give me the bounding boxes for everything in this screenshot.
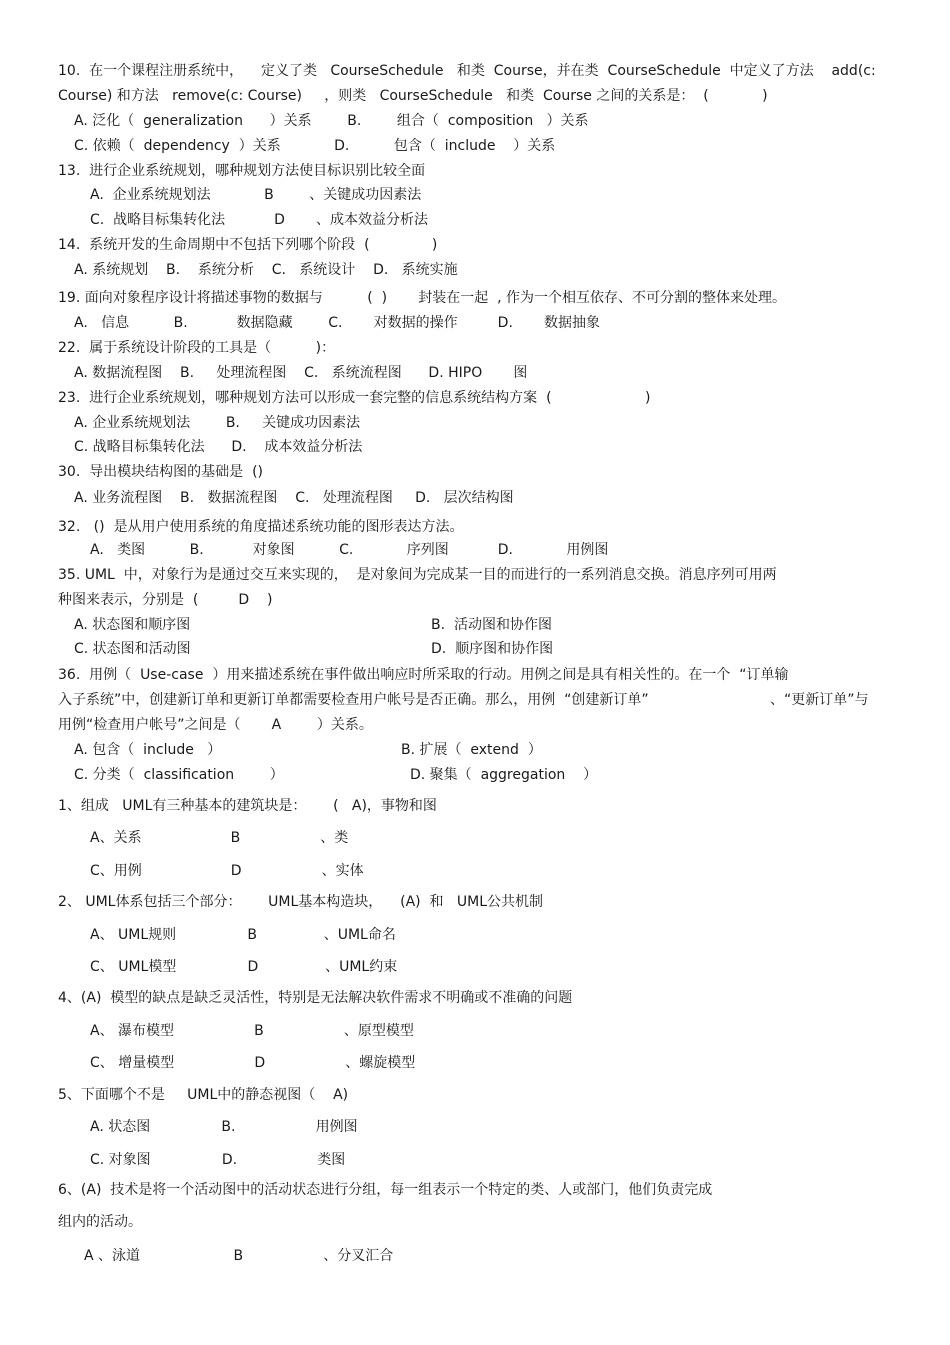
question-36-option-d: D. 聚集（ aggregation ） <box>410 767 598 783</box>
question-23: 23. 进行企业系统规划，哪种规划方法可以形成一套完整的信息系统结构方案 ( ) <box>58 390 651 406</box>
question-13: 13. 进行企业系统规划，哪种规划方法使目标识别比较全面 <box>58 163 426 179</box>
question-36-option-a: A. 包含（ include ） <box>74 742 222 758</box>
question-13-options-ab: A. 企业系统规划法 B 、关键成功因素法 <box>90 187 422 203</box>
section-question-4: 4、(A) 模型的缺点是缺乏灵活性，特别是无法解决软件需求不明确或不准确的问题 <box>58 990 573 1006</box>
question-22-options: A. 数据流程图 B. 处理流程图 C. 系统流程图 D. HIPO 图 <box>74 365 528 381</box>
question-10-options-cd: C. 依赖（ dependency ）关系 D. 包含（ include ）关系 <box>74 138 556 154</box>
question-10-options-ab: A. 泛化（ generalization ）关系 B. 组合（ composition ）关系 <box>74 113 589 129</box>
question-23-options-cd: C. 战略目标集转化法 D. 成本效益分析法 <box>74 439 363 455</box>
question-35-option-c: C. 状态图和活动图 <box>74 641 191 657</box>
question-36-option-c: C. 分类（ classification ） <box>74 767 284 783</box>
question-14-options: A. 系统规划 B. 系统分析 C. 系统设计 D. 系统实施 <box>74 262 458 278</box>
section-question-5-options-cd: C. 对象图 D. 类图 <box>90 1152 346 1168</box>
question-36-line-2: 入子系统”中，创建新订单和更新订单都需要检查用户帐号是否正确。那么，用例 “创建新订单” <box>58 692 649 708</box>
section-question-1-options-ab: A、关系 B 、类 <box>90 830 349 846</box>
question-32-options: A. 类图 B. 对象图 C. 序列图 D. 用例图 <box>90 542 609 558</box>
section-question-1-options-cd: C、用例 D 、实体 <box>90 863 364 879</box>
question-35-line-1: 35. UML 中，对象行为是通过交互来实现的， 是对象间为完成某一目的而进行的一系列消息交换。消息序列可用两 <box>58 567 777 583</box>
question-13-options-cd: C. 战略目标集转化法 D 、成本效益分析法 <box>90 212 429 228</box>
section-question-2-options-cd: C、 UML模型 D 、UML约束 <box>90 959 398 975</box>
section-question-6-line-2: 组内的活动。 <box>58 1214 142 1230</box>
question-30: 30. 导出模块结构图的基础是 () <box>58 464 263 480</box>
question-14: 14. 系统开发的生命周期中不包括下列哪个阶段 ( ) <box>58 237 438 253</box>
question-10-line-2: Course) 和方法 remove(c: Course) ，则类 CourseSchedule 和类 Course 之间的关系是： ( ) <box>58 88 768 104</box>
question-30-options: A. 业务流程图 B. 数据流程图 C. 处理流程图 D. 层次结构图 <box>74 490 514 506</box>
question-36-line-2-end: 、“更新订单”与 <box>770 692 869 708</box>
section-question-6-options-ab: A 、泳道 B 、分叉汇合 <box>84 1248 394 1264</box>
question-36-line-1: 36. 用例（ Use-case ）用来描述系统在事件做出响应时所采取的行动。用例之间是具有相关性的。在一个 “订单输 <box>58 667 789 683</box>
question-36-line-3: 用例“检查用户帐号”之间是（ A ）关系。 <box>58 717 373 733</box>
section-question-4-options-ab: A、 瀑布模型 B 、原型模型 <box>90 1023 414 1039</box>
section-question-4-options-cd: C、 增量模型 D 、螺旋模型 <box>90 1055 416 1071</box>
question-19: 19. 面向对象程序设计将描述事物的数据与 ( ) 封装在一起 , 作为一个相互依存、不可分割的整体来处理。 <box>58 290 786 306</box>
question-35-option-d: D. 顺序图和协作图 <box>431 641 554 657</box>
question-35-line-2: 种图来表示，分别是 ( D ) <box>58 592 273 608</box>
question-36-option-b: B. 扩展（ extend ） <box>401 742 542 758</box>
question-32: 32. () 是从用户使用系统的角度描述系统功能的图形表达方法。 <box>58 519 464 535</box>
section-question-2: 2、 UML体系包括三个部分： UML基本构造块， (A) 和 UML公共机制 <box>58 894 543 910</box>
section-question-5: 5、下面哪个不是 UML中的静态视图（ A) <box>58 1087 349 1103</box>
section-question-6-line-1: 6、(A) 技术是将一个活动图中的活动状态进行分组，每一组表示一个特定的类、人或部门，他们负责完成 <box>58 1182 713 1198</box>
question-23-options-ab: A. 企业系统规划法 B. 关键成功因素法 <box>74 415 361 431</box>
question-10-line-1: 10. 在一个课程注册系统中， 定义了类 CourseSchedule 和类 Course，并在类 CourseSchedule 中定义了方法 add(c: <box>58 63 876 79</box>
section-question-1: 1、组成 UML有三种基本的建筑块是： ( A)，事物和图 <box>58 798 437 814</box>
question-35-option-b: B. 活动图和协作图 <box>431 617 552 633</box>
section-question-5-options-ab: A. 状态图 B. 用例图 <box>90 1119 358 1135</box>
question-22: 22. 属于系统设计阶段的工具是（ )： <box>58 340 336 356</box>
question-19-options: A. 信息 B. 数据隐藏 C. 对数据的操作 D. 数据抽象 <box>74 315 601 331</box>
question-35-option-a: A. 状态图和顺序图 <box>74 617 191 633</box>
section-question-2-options-ab: A、 UML规则 B 、UML命名 <box>90 927 396 943</box>
